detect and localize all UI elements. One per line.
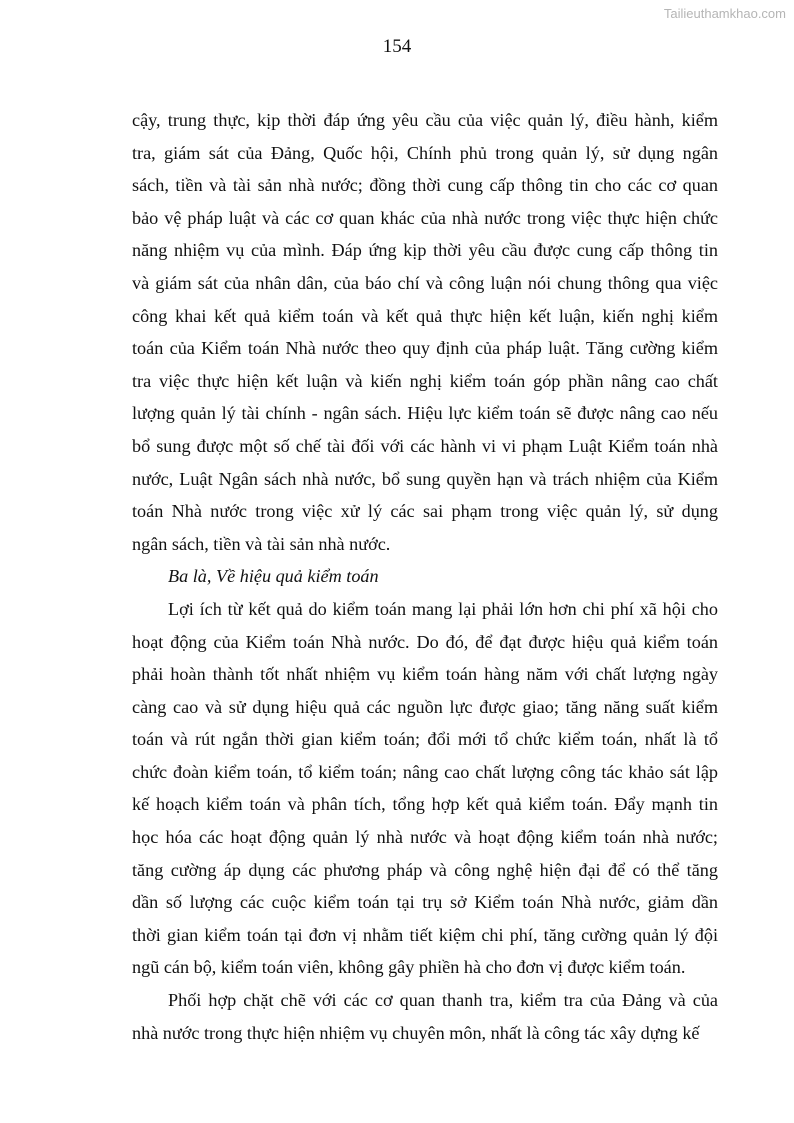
text-line: lượng quản lý tài chính - ngân sách. Hiệu lực kiểm toán sẽ được nâng cao nếu xyxy=(132,403,718,424)
text-line: tra, giám sát của Đảng, Quốc hội, Chính phủ trong quản lý, sử dụng ngân xyxy=(132,142,718,163)
text-line: càng cao và sử dụng hiệu quả các nguồn lực được giao; tăng năng suất kiểm xyxy=(132,696,718,717)
text-line: toán Nhà nước trong việc xử lý các sai phạm trong việc quản lý, sử dụng xyxy=(132,501,718,522)
paragraph xyxy=(132,104,718,560)
page-number: 154 xyxy=(382,36,412,57)
text-line: tăng cường áp dụng các phương pháp và công nghệ hiện đại để có thể tăng xyxy=(132,859,718,880)
text-line: công khai kết quả kiểm toán và kết quả thực hiện kết luận, kiến nghị kiểm xyxy=(132,305,718,326)
text-line: tra việc thực hiện kết luận và kiến nghị kiểm toán góp phần nâng cao chất xyxy=(132,370,718,391)
text-line: hoạt động của Kiểm toán Nhà nước. Do đó, để đạt được hiệu quả kiểm toán xyxy=(132,631,718,652)
text-line: Lợi ích từ kết quả do kiểm toán mang lại phải lớn hơn chi phí xã hội cho xyxy=(168,598,718,619)
text-line: dần số lượng các cuộc kiểm toán tại trụ sở Kiểm toán Nhà nước, giảm dần xyxy=(132,892,718,913)
text-line: sách, tiền và tài sản nhà nước; đồng thời cung cấp thông tin cho các cơ quan xyxy=(132,175,718,196)
text-line: kế hoạch kiểm toán và phân tích, tổng hợp kết quả kiểm toán. Đẩy mạnh tin xyxy=(132,794,718,815)
text-line: nhà nước trong thực hiện nhiệm vụ chuyên môn, nhất là công tác xây dựng kế xyxy=(132,1022,700,1043)
paragraph xyxy=(132,984,718,1049)
text-line: chức đoàn kiểm toán, tổ kiểm toán; nâng cao chất lượng công tác khảo sát lập xyxy=(132,761,718,782)
text-line: nước, Luật Ngân sách nhà nước, bổ sung quyền hạn và trách nhiệm của Kiểm xyxy=(132,468,718,489)
watermark: Tailieuthamkhao.com xyxy=(663,6,786,21)
text-line: toán và rút ngắn thời gian kiểm toán; đổi mới tổ chức kiểm toán, nhất là tổ xyxy=(132,729,718,750)
text-line: bảo vệ pháp luật và các cơ quan khác của nhà nước trong việc thực hiện chức xyxy=(132,207,718,228)
document-body xyxy=(132,104,718,1049)
text-line: Ba là, Về hiệu quả kiểm toán xyxy=(168,566,379,587)
text-line: và giám sát của nhân dân, của báo chí và công luận nói chung thông qua việc xyxy=(132,272,718,293)
text-line: ngũ cán bộ, kiểm toán viên, không gây phiền hà cho đơn vị được kiểm toán. xyxy=(132,957,686,978)
paragraph xyxy=(132,593,718,984)
text-line: ngân sách, tiền và tài sản nhà nước. xyxy=(132,533,391,554)
text-line: phải hoàn thành tốt nhất nhiệm vụ kiểm toán hàng năm với chất lượng ngày xyxy=(132,664,718,685)
text-line: cậy, trung thực, kịp thời đáp ứng yêu cầu của việc quản lý, điều hành, kiểm xyxy=(132,110,718,130)
text-line: thời gian kiểm toán tại đơn vị nhằm tiết kiệm chi phí, tăng cường quản lý đội xyxy=(132,924,718,945)
text-line: Phối hợp chặt chẽ với các cơ quan thanh tra, kiểm tra của Đảng và của xyxy=(168,990,718,1011)
section-heading xyxy=(132,560,718,593)
text-line: bổ sung được một số chế tài đối với các hành vi vi phạm Luật Kiểm toán nhà xyxy=(132,435,718,456)
text-line: học hóa các hoạt động quản lý nhà nước và hoạt động kiểm toán nhà nước; xyxy=(132,827,718,848)
text-line: năng nhiệm vụ của mình. Đáp ứng kịp thời yêu cầu được cung cấp thông tin xyxy=(132,240,718,261)
text-line: toán của Kiểm toán Nhà nước theo quy định của pháp luật. Tăng cường kiểm xyxy=(132,338,718,359)
